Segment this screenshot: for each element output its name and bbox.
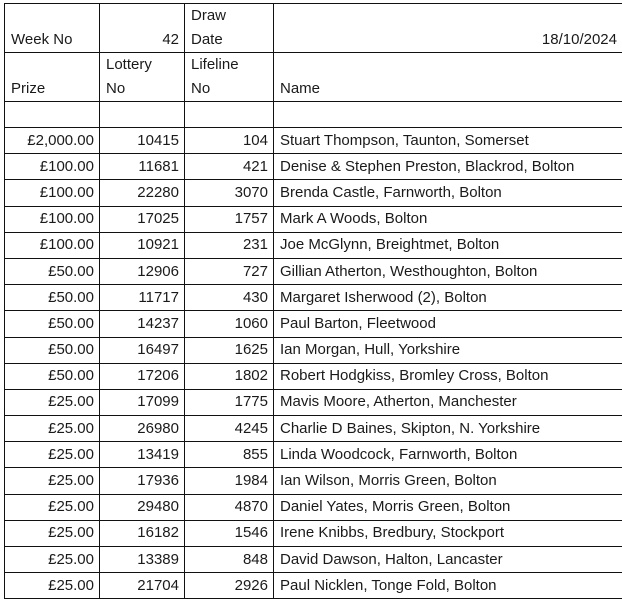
prize-cell: £50.00 [5,363,100,389]
name-cell: Mark A Woods, Bolton [274,206,622,232]
lifeline-no-cell: 1625 [185,337,274,363]
table-row [5,468,622,494]
lottery-no-cell: 11717 [100,285,185,311]
lifeline-no-cell: 104 [185,128,274,154]
lifeline-no-cell: 1757 [185,206,274,232]
name-cell: Mavis Moore, Atherton, Manchester [274,389,622,415]
prize-cell: £100.00 [5,206,100,232]
name-cell: Margaret Isherwood (2), Bolton [274,285,622,311]
draw-date-label [185,4,274,53]
lottery-no-cell: 17025 [100,206,185,232]
name-cell: Irene Knibbs, Bredbury, Stockport [274,520,622,546]
table-row [5,258,622,284]
table-row [5,363,622,389]
draw-date-label-line1: Draw [191,7,227,24]
name-cell: Paul Barton, Fleetwood [274,311,622,337]
lottery-no-cell: 22280 [100,180,185,206]
blank-cell [100,102,185,128]
table-row [5,416,622,442]
lifeline-no-cell: 848 [185,547,274,573]
prize-cell: £25.00 [5,416,100,442]
column-header-lottery-no [100,53,185,102]
prize-cell: £50.00 [5,258,100,284]
lifeline-no-cell: 2926 [185,573,274,599]
table-row [5,337,622,363]
name-cell: Gillian Atherton, Westhoughton, Bolton [274,258,622,284]
week-no-label: Week No [5,4,100,53]
lifeline-no-cell: 421 [185,154,274,180]
name-cell: Robert Hodgkiss, Bromley Cross, Bolton [274,363,622,389]
column-header-name: Name [274,53,622,102]
lifeline-no-cell: 1775 [185,389,274,415]
lottery-no-cell: 10415 [100,128,185,154]
lottery-no-cell: 14237 [100,311,185,337]
name-cell: David Dawson, Halton, Lancaster [274,547,622,573]
prize-cell: £2,000.00 [5,128,100,154]
prize-cell: £25.00 [5,494,100,520]
name-cell: Daniel Yates, Morris Green, Bolton [274,494,622,520]
prize-cell: £25.00 [5,468,100,494]
table-row [5,154,622,180]
lifeline-no-cell: 231 [185,232,274,258]
name-cell: Joe McGlynn, Breightmet, Bolton [274,232,622,258]
column-header-row [5,53,622,102]
lifeline-no-cell: 1802 [185,363,274,389]
name-cell: Ian Morgan, Hull, Yorkshire [274,337,622,363]
prize-cell: £50.00 [5,285,100,311]
lifeline-no-cell: 727 [185,258,274,284]
lifeline-no-cell: 1546 [185,520,274,546]
name-cell: Denise & Stephen Preston, Blackrod, Bolton [274,154,622,180]
column-header-prize: Prize [5,53,100,102]
lottery-no-cell: 11681 [100,154,185,180]
table-row [5,573,622,599]
prize-cell: £50.00 [5,311,100,337]
lifeline-no-line2: No [191,80,211,97]
prize-cell: £25.00 [5,389,100,415]
prize-cell: £25.00 [5,547,100,573]
table-row [5,180,622,206]
name-cell: Stuart Thompson, Taunton, Somerset [274,128,622,154]
lifeline-no-cell: 4245 [185,416,274,442]
lottery-no-cell: 16497 [100,337,185,363]
name-cell: Charlie D Baines, Skipton, N. Yorkshire [274,416,622,442]
lottery-no-cell: 17206 [100,363,185,389]
prize-cell: £25.00 [5,573,100,599]
lottery-no-cell: 13419 [100,442,185,468]
blank-row [5,102,622,128]
table-row [5,206,622,232]
lifeline-no-cell: 855 [185,442,274,468]
blank-cell [274,102,622,128]
lifeline-no-cell: 1060 [185,311,274,337]
lifeline-no-cell: 3070 [185,180,274,206]
table-row [5,442,622,468]
draw-date-value: 18/10/2024 [274,4,622,53]
week-no-value: 42 [100,4,185,53]
lifeline-no-line1: Lifeline [191,56,239,73]
table-row [5,389,622,415]
draw-date-label-line2: Date [191,31,223,48]
name-cell: Brenda Castle, Farnworth, Bolton [274,180,622,206]
prize-cell: £50.00 [5,337,100,363]
name-cell: Paul Nicklen, Tonge Fold, Bolton [274,573,622,599]
week-info-row [5,4,622,53]
lottery-no-cell: 26980 [100,416,185,442]
name-cell: Ian Wilson, Morris Green, Bolton [274,468,622,494]
column-header-lifeline-no [185,53,274,102]
lottery-no-cell: 16182 [100,520,185,546]
prize-cell: £100.00 [5,232,100,258]
prize-cell: £25.00 [5,442,100,468]
lottery-no-line1: Lottery [106,56,152,73]
prize-cell: £100.00 [5,180,100,206]
prize-cell: £100.00 [5,154,100,180]
lottery-no-cell: 10921 [100,232,185,258]
lottery-no-cell: 17099 [100,389,185,415]
lottery-no-cell: 29480 [100,494,185,520]
table-row [5,128,622,154]
lottery-no-cell: 21704 [100,573,185,599]
table-row [5,311,622,337]
lifeline-no-cell: 4870 [185,494,274,520]
lottery-no-cell: 17936 [100,468,185,494]
blank-cell [185,102,274,128]
lottery-no-cell: 12906 [100,258,185,284]
lottery-no-cell: 13389 [100,547,185,573]
lifeline-no-cell: 430 [185,285,274,311]
lifeline-no-cell: 1984 [185,468,274,494]
table-row [5,520,622,546]
lottery-results-table [4,3,622,599]
name-cell: Linda Woodcock, Farnworth, Bolton [274,442,622,468]
table-row [5,547,622,573]
blank-cell [5,102,100,128]
prize-cell: £25.00 [5,520,100,546]
table-row [5,494,622,520]
lottery-no-line2: No [106,80,126,97]
results-body [5,128,622,599]
table-row [5,232,622,258]
table-row [5,285,622,311]
